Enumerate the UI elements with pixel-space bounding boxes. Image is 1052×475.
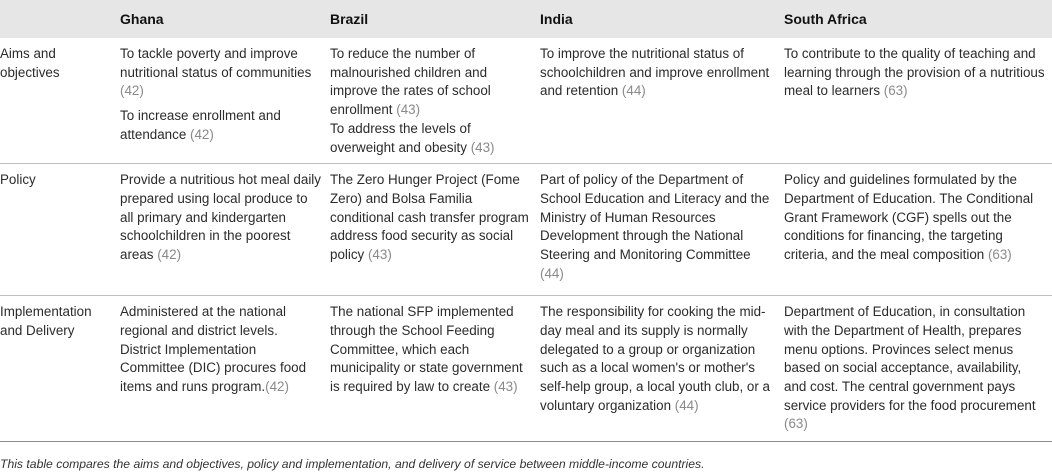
reference-link[interactable]: (42) [265,379,289,395]
row-label: Implementation and Delivery [0,304,92,338]
reference-link[interactable]: (63) [784,416,808,432]
table-cell [328,38,538,164]
cell-text: To address the levels of overweight and obesity [330,120,471,155]
reference-link[interactable]: (44) [540,265,564,281]
cell-paragraph [540,45,776,101]
reference-link[interactable]: (44) [674,397,699,413]
cell-paragraph [330,45,532,120]
row-label: Policy [0,172,36,188]
header-india: India [540,11,573,27]
table-cell [118,296,328,442]
cell-paragraph [330,120,532,157]
reference-link[interactable]: (63) [987,247,1012,263]
header-row [0,0,1052,38]
row-label: Aims and objectives [0,46,60,80]
reference-link[interactable]: (43) [367,247,392,263]
table-row [0,38,1052,164]
header-ghana: Ghana [120,11,164,27]
table-cell [538,296,782,442]
table-row [0,296,1052,442]
cell-paragraph [120,171,322,265]
cell-paragraph [330,303,532,397]
cell-text: Department of Education, in consultation with the Department of Health, prepares menu options. Provinces select menus based on social acceptance, availability, and cost. The central government pays service providers for the food procurement [784,304,1036,413]
cell-text: The responsibility for cooking the mid-day meal and its supply is normally delegated to a group or organization such as a local women's or mother's self-help group, a local youth club, or a voluntary organization [540,304,771,413]
reference-link[interactable]: (42) [157,247,182,263]
table-cell [118,38,328,164]
table-cell [538,38,782,164]
cell-text: To increase enrollment and attendance [120,108,281,142]
cell-text: To contribute to the quality of teaching and learning through the provision of a nutritious meal to learners [784,46,1045,99]
cell-paragraph [120,45,322,101]
table-caption: This table compares the aims and objectives, policy and implementation, and delivery of service between middle-income countries. [0,457,705,471]
reference-link[interactable]: (43) [396,102,421,118]
reference-link[interactable]: (43) [470,139,495,155]
table-body [0,38,1052,442]
cell-text: The Zero Hunger Project (Fome Zero) and Bolsa Familia conditional cash transfer program address food security as social policy [330,172,529,263]
reference-link[interactable]: (43) [493,379,518,395]
table-cell [782,296,1052,442]
cell-text: Part of policy of the Department of School Education and Literacy and the Ministry of Human Resources Development through the National Steering and Monitoring Committee [540,172,770,263]
cell-paragraph [784,45,1046,101]
reference-link[interactable]: (63) [883,83,908,99]
cell-text: To tackle poverty and improve nutritional status of communities [120,46,312,80]
table-cell [782,164,1052,296]
cell-paragraph [540,171,776,283]
reference-link[interactable]: (44) [621,83,646,99]
cell-text: The national SFP implemented through the School Feeding Committee, which each municipality or state government is required by law to create [330,304,523,395]
table-cell [118,164,328,296]
table-row [0,164,1052,296]
header-south-africa: South Africa [784,11,867,27]
cell-paragraph [540,303,776,415]
table-cell [328,164,538,296]
table-cell [782,38,1052,164]
cell-text: To reduce the number of malnourished children and improve the rates of school enrollment [330,46,491,118]
table-cell [328,296,538,442]
reference-link[interactable]: (42) [190,126,214,142]
header-blank [0,0,118,38]
cell-paragraph [120,303,322,397]
table-header [0,0,1052,38]
cell-text: Provide a nutritious hot meal daily prepared using local produce to all primary and kindergarten schoolchildren in the poorest areas [120,172,321,263]
cell-paragraph [120,107,322,144]
cell-paragraph [784,303,1046,434]
cell-text: Administered at the national regional and district levels. District Implementation Committee (DIC) procures food items and runs program. [120,304,307,395]
reference-link[interactable]: (42) [120,83,144,99]
table-cell [538,164,782,296]
cell-text: To improve the nutritional status of schoolchildren and improve enrollment and retention [540,46,770,99]
cell-paragraph [784,171,1046,265]
header-brazil: Brazil [330,11,369,27]
cell-text: Policy and guidelines formulated by the Department of Education. The Conditional Grant Framework (CGF) spells out the conditions for financing, the targeting criteria, and the meal composition [784,172,1034,263]
cell-paragraph [330,171,532,265]
